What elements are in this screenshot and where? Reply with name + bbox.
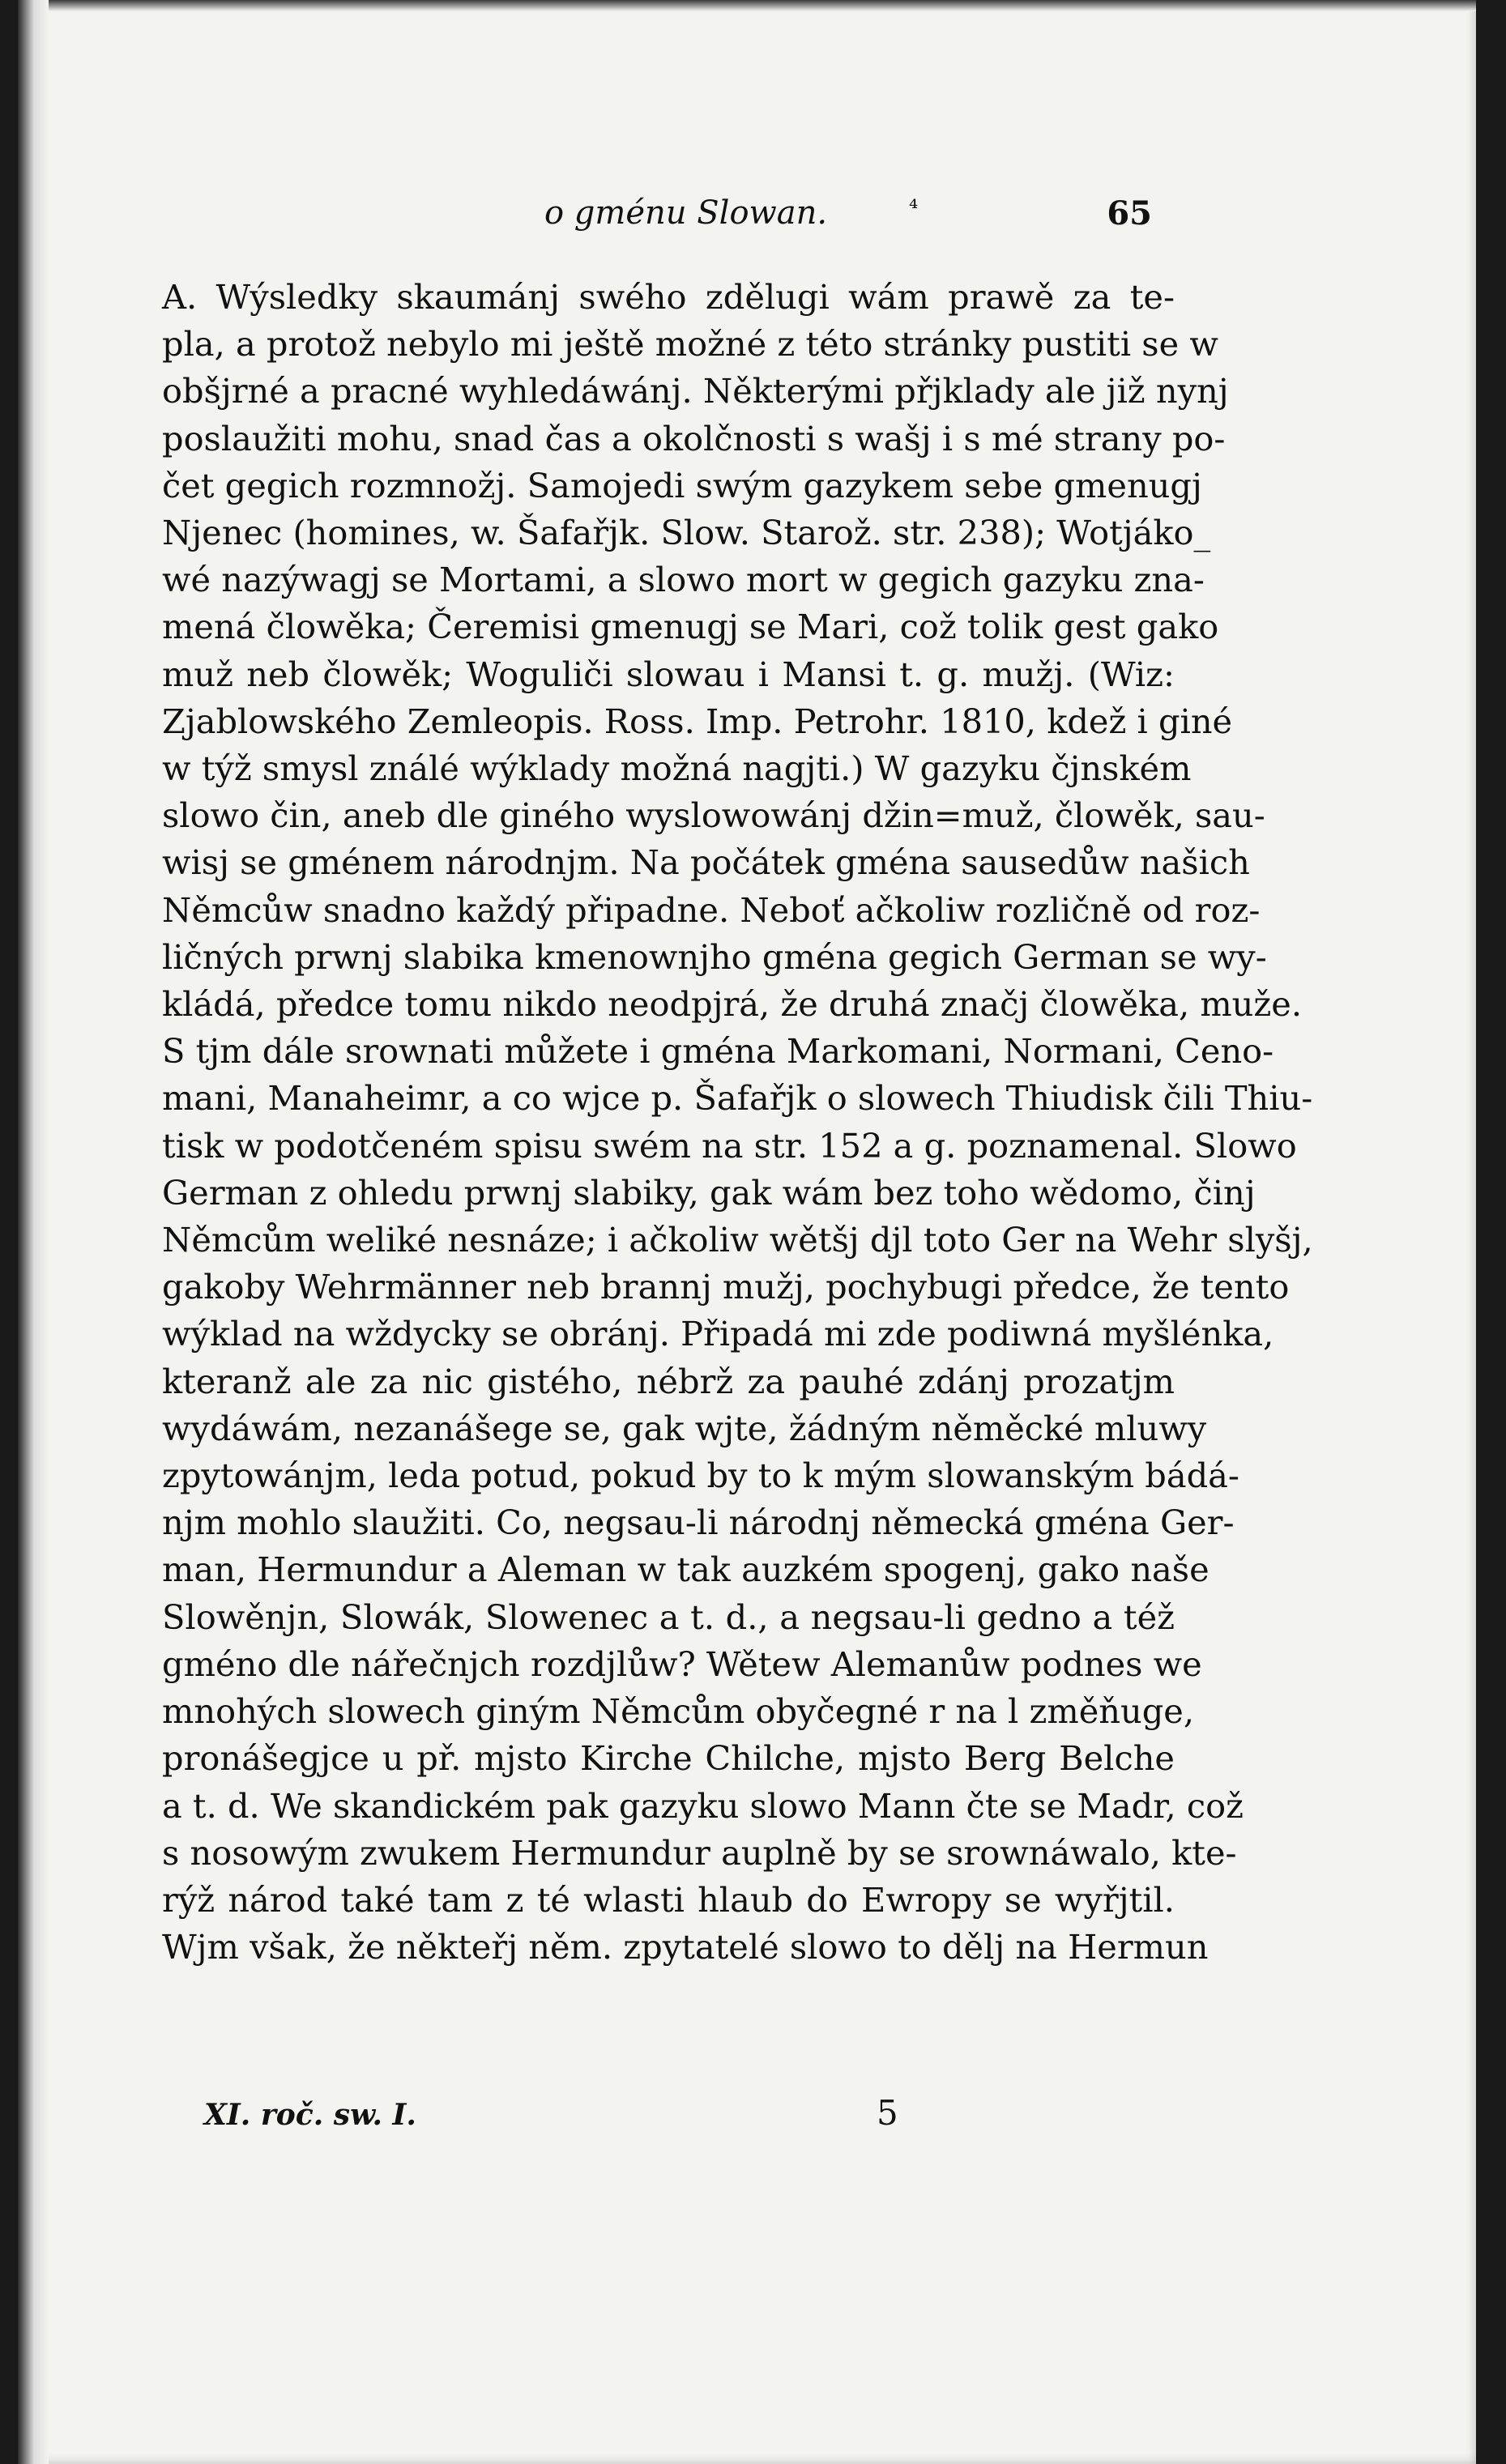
text-line: Němcům weliké nesnáze; i ačkoliw wětšj djl toto Ger na Wehr slyšj, [162,1220,1313,1260]
page-top-edge [18,0,1476,11]
footer-signature: XI. roč. sw. I. [204,2098,416,2132]
text-line: obšjrné a pracné wyhledáwánj. Některými přjklady ale již nynj [162,371,1229,411]
text-line: gméno dle nářečnjch rozdjlůw? Wětew Alemanůw podnes we [162,1643,1202,1684]
text-line: wisj se gménem národnjm. Na počátek gména sausedůw našich [162,842,1250,883]
text-line: w týž smysl ználé wýklady možná nagjti.) W gazyku čjnském [162,748,1192,789]
text-line: tisk w podotčeném spisu swém na str. 152 a g. poznamenal. Slowo [162,1125,1297,1166]
text-line: wydáwám, nezanášege se, gak wjte, žádným něměcké mluwy [162,1408,1207,1448]
book-page [18,0,1476,2464]
text-line: mnohých slowech giným Němcům obyčegné r na l změňuge, [162,1691,1195,1732]
text-line: ličných prwnj slabika kmenownjho gména gegich German se wy- [162,936,1267,977]
text-line: Němcůw snadno každý připadne. Neboť ačkoliw rozličně od roz- [162,889,1261,930]
text-line: wýklad na wždycky se obránj. Připadá mi zde podiwná myšlénka, [162,1314,1274,1354]
text-line: man, Hermundur a Aleman w tak auzkém spogenj, gako naše [162,1550,1209,1590]
text-line: mani, Manaheimr, a co wjce p. Šafařjk o slowech Thiudisk čili Thiu- [162,1078,1313,1119]
text-line: gakoby Wehrmänner neb brannj mužj, pochybugi předce, že tento [162,1267,1290,1307]
text-line: A. Wýsledky skaumánj swého zdělugi wám prawě za te- [162,277,1175,317]
sheet-number: 5 [877,2093,898,2133]
text-line: poslaužiti mohu, snad čas a okolčnosti s wašj i s mé strany po- [162,418,1226,458]
text-line: Njenec (homines, w. Šafařjk. Slow. Starož. str. 238); Wotjáko_ [162,513,1211,553]
text-line: wé nazýwagj se Mortami, a slowo mort w gegich gazyku zna- [162,560,1205,600]
body-text [162,274,1313,1971]
text-line: pla, a protož nebylo mi ještě možné z této stránky pustiti se w [162,324,1218,364]
text-line: čet gegich rozmnožj. Samojedi swým gazykem sebe gmenugj [162,465,1202,505]
text-line: Zjablowského Zemleopis. Ross. Imp. Petrohr. 1810, kdež i giné [162,701,1233,741]
page-gutter [18,0,49,2464]
text-line: Slowěnjn, Slowák, Slowenec a t. d., a negsau-li gedno a též [162,1596,1175,1637]
text-line: slowo čin, aneb dle giného wyslowowánj džin=muž, člowěk, sau- [162,795,1265,836]
text-line: s nosowým zwukem Hermundur auplně by se srownáwalo, kte- [162,1832,1237,1873]
text-line: kládá, předce tomu nikdo neodpjrá, že druhá značj člowěka, muže. [162,984,1303,1025]
text-line: Wjm však, že někteřj něm. zpytatelé slowo to dělj na Hermun [162,1927,1209,1967]
text-line: njm mohlo slaužiti. Co, negsau-li národnj německá gména Ger- [162,1503,1235,1543]
text-line: a t. d. We skandickém pak gazyku slowo Mann čte se Madr, což [162,1785,1244,1826]
running-head-mark: ⁴ [909,194,919,221]
text-line: S tjm dále srownati můžete i gména Markomani, Normani, Ceno- [162,1031,1274,1072]
page-number: 65 [1107,194,1152,232]
running-head-title: o gménu Slowan. [544,194,828,232]
text-line: pronášegjce u př. mjsto Kirche Chilche, mjsto Berg Belche [162,1738,1175,1779]
text-line: kteranž ale za nic gistého, nébrž za pauhé zdánj prozatjm [162,1361,1175,1401]
text-line: zpytowánjm, leda potud, pokud by to k mým slowanským bádá- [162,1456,1239,1496]
text-line: muž neb člowěk; Woguliči slowau i Mansi t. g. mužj. (Wiz: [162,654,1175,694]
page-footer [204,2093,933,2133]
text-line: German z ohledu prwnj slabiky, gak wám bez toho wědomo, činj [162,1172,1256,1213]
text-line: mená člowěka; Čeremisi gmenugj se Mari, což tolik gest gako [162,607,1219,647]
text-line: rýž národ také tam z té wlasti hlaub do Ewropy se wyřjtil. [162,1879,1175,1920]
